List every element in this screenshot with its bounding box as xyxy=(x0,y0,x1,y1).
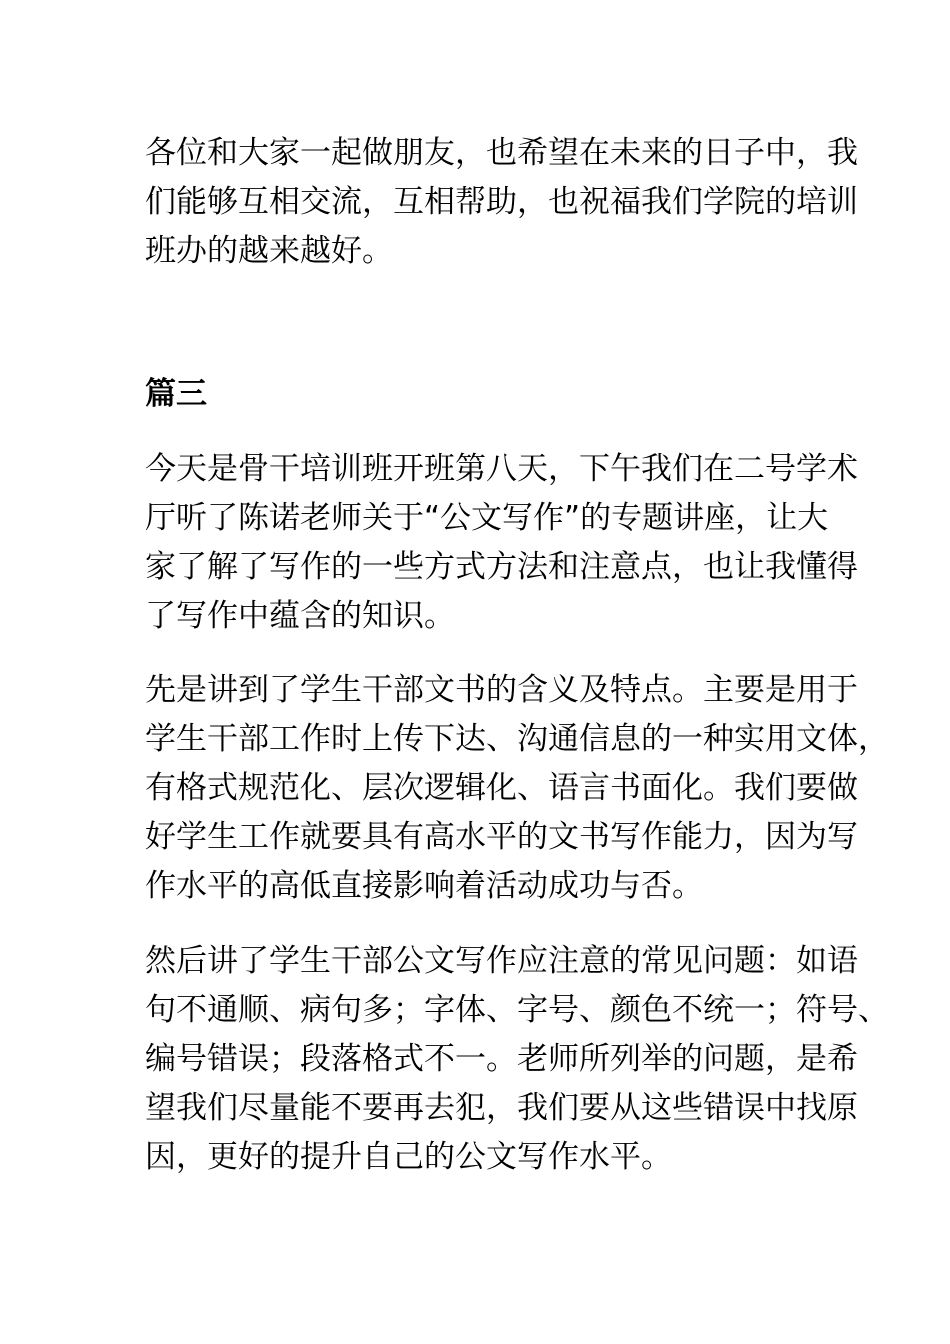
text-line: 然后讲了学生干部公文写作应注意的常见问题：如语 xyxy=(145,943,858,979)
text-line: 学生干部工作时上传下达、沟通信息的一种实用文体， xyxy=(145,721,889,757)
paragraph-intro xyxy=(145,445,858,641)
text-line: 班办的越来越好。 xyxy=(145,233,393,269)
text-line: 望我们尽量能不要再去犯，我们要从这些错误中找原 xyxy=(145,1090,858,1126)
paragraph-definition xyxy=(145,666,889,911)
text-line: 编号错误；段落格式不一。老师所列举的问题，是希 xyxy=(145,1041,858,1077)
section-heading-text: 篇三 xyxy=(145,376,207,412)
text-line: 好学生工作就要具有高水平的文书写作能力，因为写 xyxy=(145,819,858,855)
section-heading xyxy=(145,370,825,419)
text-line: 各位和大家一起做朋友，也希望在未来的日子中，我 xyxy=(145,135,858,171)
text-line: 因，更好的提升自己的公文写作水平。 xyxy=(145,1139,672,1175)
text-line: 今天是骨干培训班开班第八天，下午我们在二号学术 xyxy=(145,451,858,487)
text-line: 有格式规范化、层次逻辑化、语言书面化。我们要做 xyxy=(145,770,858,806)
text-line: 句不通顺、病句多；字体、字号、颜色不统一；符号、 xyxy=(145,992,889,1028)
text-line: 作水平的高低直接影响着活动成功与否。 xyxy=(145,868,703,904)
paragraph-common-issues xyxy=(145,937,889,1182)
text-line: 先是讲到了学生干部文书的含义及特点。主要是用于 xyxy=(145,672,858,708)
text-line: 了写作中蕴含的知识。 xyxy=(145,598,455,634)
text-line: 家了解了写作的一些方式方法和注意点，也让我懂得 xyxy=(145,549,858,585)
text-line: 们能够互相交流，互相帮助，也祝福我们学院的培训 xyxy=(145,184,858,220)
paragraph-closing xyxy=(145,129,858,276)
text-line: 厅听了陈诺老师关于“公文写作”的专题讲座，让大 xyxy=(145,500,829,536)
